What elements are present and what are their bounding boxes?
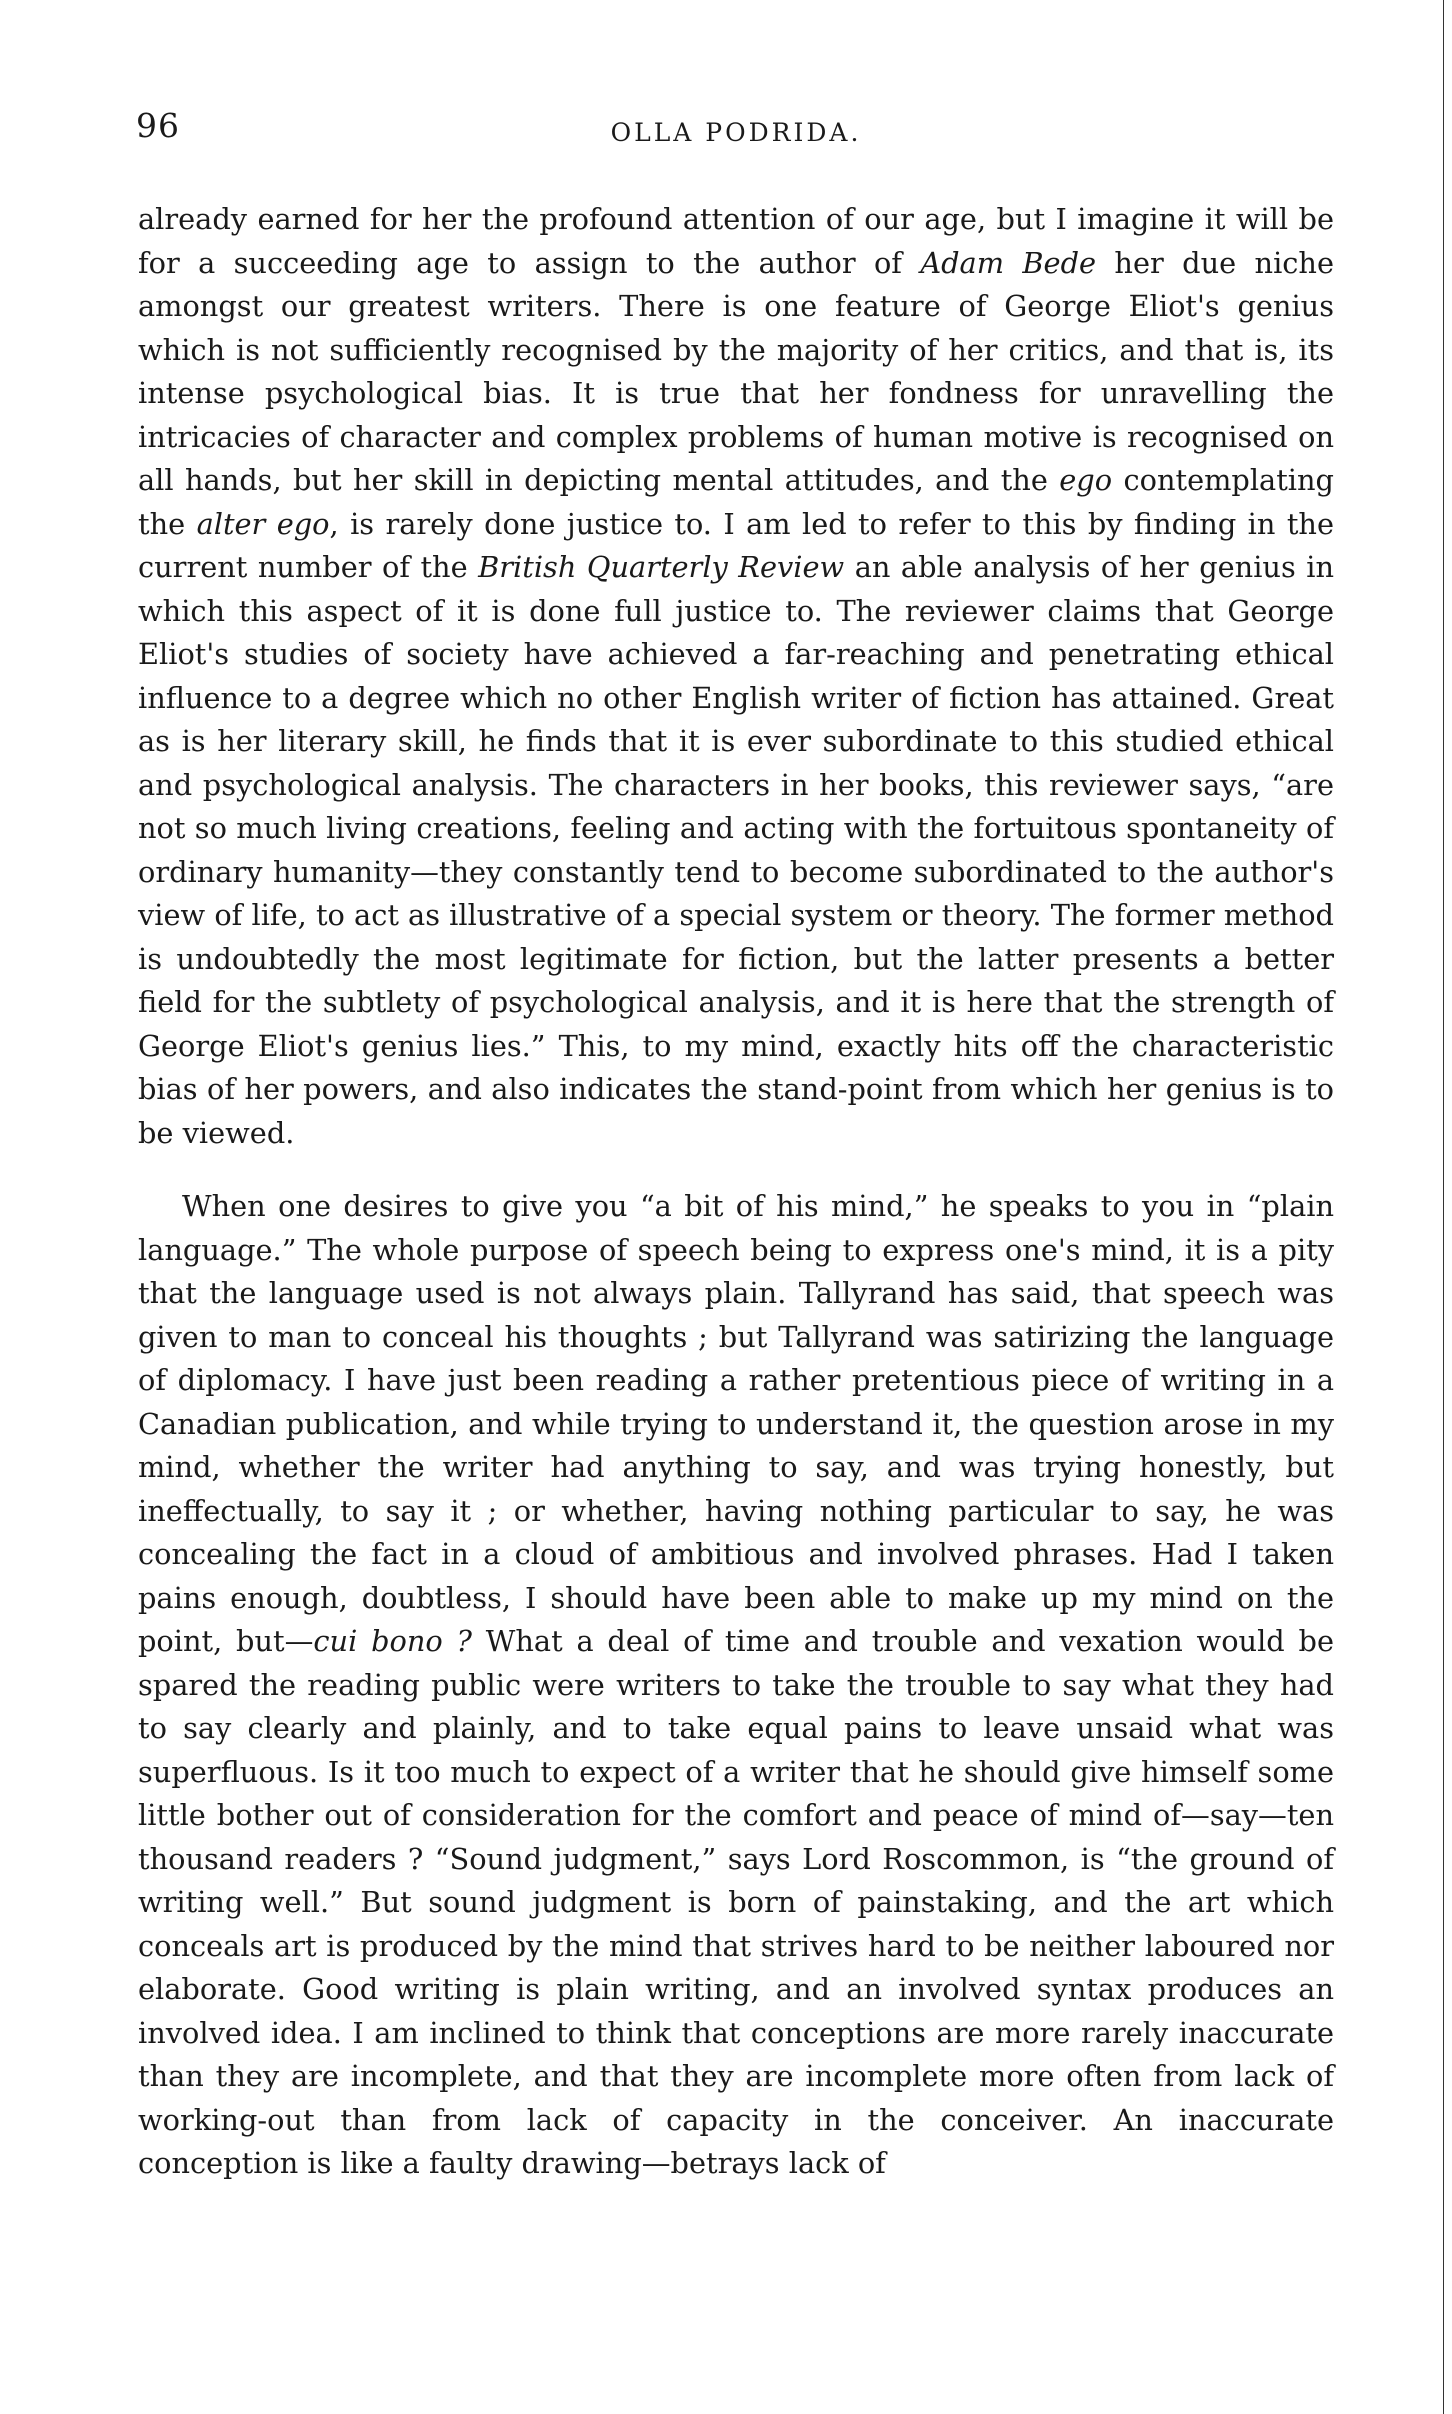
- text-segment: When one desires to give you “a bit of his mind,” he speaks to you in “plain language.” The whole purpose of speech being to express one's mind, it is a pity that the language used is not always plain. Tallyrand has said, that speech was given to man to conceal his thoughts ; but Tallyrand was satirizing the language of diplomacy. I have just been reading a rather pretentious piece of writing in a Canadian publication, and while trying to understand it, the question arose in my mind, whether the writer had anything to say, and was trying honestly, but ineffectually, to say it ; or whether, having nothing particular to say, he was concealing the fact in a cloud of ambitious and involved phrases. Had I taken pains enough, doubtless, I should have been able to make up my mind on the point, but—: [138, 1189, 1334, 1658]
- italic-british-quarterly-review: British Quarterly Review: [478, 550, 845, 584]
- text-segment: contemplating the: [138, 463, 1334, 541]
- text-segment: her due niche amongst our greatest writers. There is one feature of George Eliot's genius which is not sufficiently recognised by the majority of her critics, and that is, its intense psychological bias. It is true that her fondness for unravelling the intricacies of character and complex problems of human motive is recognised on all hands, but her skill in depicting mental attitudes, and the: [138, 245, 1334, 497]
- page-number: 96: [136, 106, 180, 145]
- italic-alter-ego: alter ego: [196, 506, 330, 541]
- page-edge-line: [1443, 0, 1444, 2414]
- paragraph-2: [138, 1185, 1334, 2186]
- text-segment: , is rarely done justice to. I am led to refer to this by finding in the current number of the: [138, 506, 1334, 584]
- italic-ego: ego: [1059, 463, 1113, 497]
- text-segment: already earned for her the profound attention of our age, but I imagine it will be for a succeeding age to assign to the author of: [138, 202, 1334, 280]
- body-text: [138, 198, 1334, 2186]
- text-segment: What a deal of time and trouble and vexation would be spared the reading public were writers to take the trouble to say what they had to say clearly and plainly, and to take equal pains to leave unsaid what was superfluous. Is it too much to expect of a writer that he should give himself some little bother out of consideration for the comfort and peace of mind of—say—ten thousand readers ? “Sound judgment,” says Lord Roscommon, is “the ground of writing well.” But sound judgment is born of painstaking, and the art which conceals art is produced by the mind that strives hard to be neither laboured nor elaborate. Good writing is plain writing, and an involved syntax produces an involved idea. I am inclined to think that conceptions are more rarely inaccurate than they are incomplete, and that they are incomplete more often from lack of working-out than from lack of capacity in the conceiver. An inaccurate conception is like a faulty drawing—betrays lack of: [138, 1624, 1334, 2180]
- paragraph-1: [138, 198, 1334, 1155]
- text-segment: an able analysis of her genius in which this aspect of it is done full justice to. The reviewer claims that George Eliot's studies of society have achieved a far-reaching and penetrating ethical influence to a degree which no other English writer of fiction has attained. Great as is her literary skill, he finds that it is ever subordinate to this studied ethical and psychological analysis. The characters in her books, this reviewer says, “are not so much living creations, feeling and acting with the fortuitous spontaneity of ordinary humanity—they constantly tend to become subordinated to the author's view of life, to act as illustrative of a special system or theory. The former method is undoubtedly the most legitimate for fiction, but the latter presents a better field for the subtlety of psychological analysis, and it is here that the strength of George Eliot's genius lies.” This, to my mind, exactly hits off the characteristic bias of her powers, and also indicates the stand-point from which her genius is to be viewed.: [138, 550, 1334, 1150]
- italic-title-adam-bede: Adam Bede: [920, 245, 1097, 280]
- running-title: OLLA PODRIDA.: [610, 118, 862, 147]
- italic-cui-bono: cui bono ?: [313, 1624, 472, 1658]
- running-head: [136, 106, 1336, 156]
